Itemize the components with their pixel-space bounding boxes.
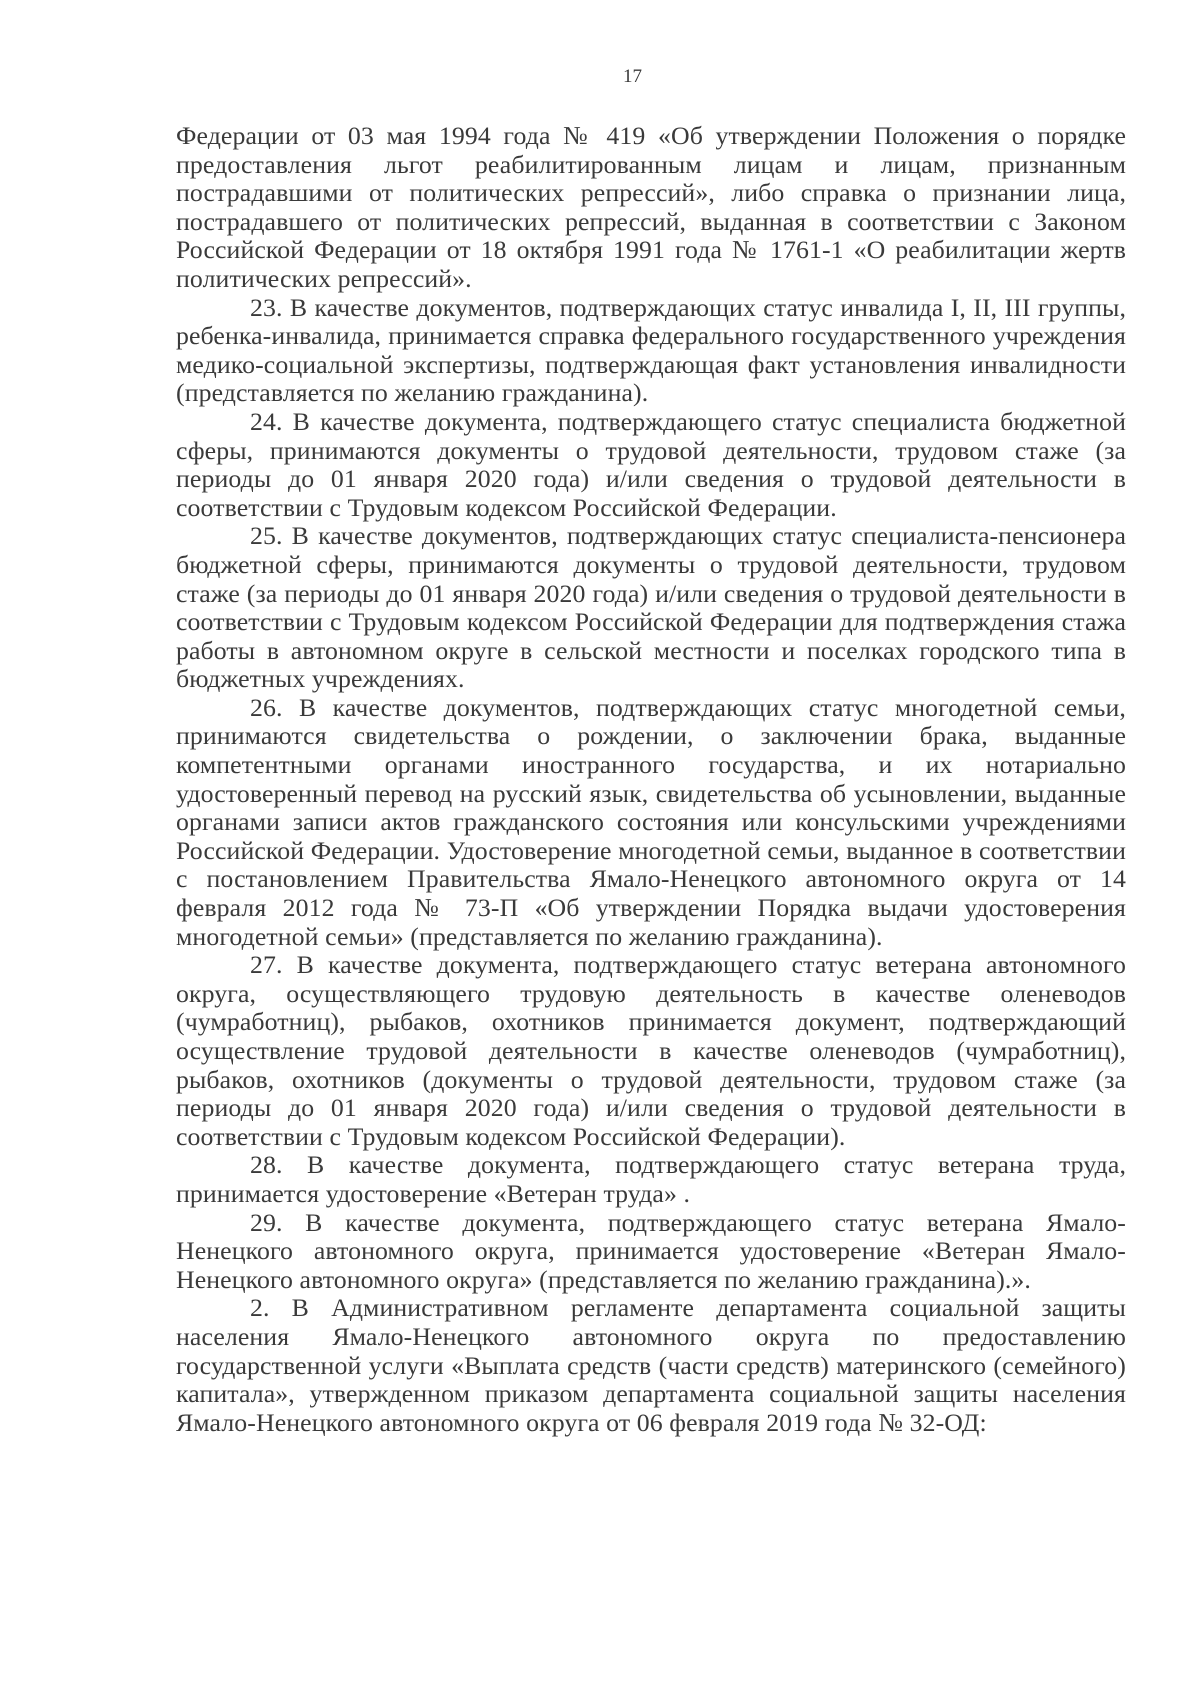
- paragraph-24: 24. В качестве документа, подтверждающего статус специалиста бюджетной сферы, принимаются документы о трудовой деятельности, трудовом стаже (за периоды до 01 января 2020 года) и/или сведения о трудовой деятельности в соответствии с Трудовым кодексом Российской Федерации.: [176, 406, 1126, 522]
- paragraph-continuation: Федерации от 03 мая 1994 года № 419 «Об утверждении Положения о порядке предоставления льгот реабилитированным лицам и лицам, признанным пострадавшими от политических репрессий», либо справка о признании лица, пострадавшего от политических репрессий, выданная в соответствии с Законом Российской Федерации от 18 октября 1991 года № 1761-1 «О реабилитации жертв политических репрессий».: [176, 121, 1126, 293]
- document-body: [176, 122, 1126, 1437]
- paragraph-item-2: 2. В Административном регламенте департамента социальной защиты населения Ямало-Ненецкого автономного округа по предоставлению государственной услуги «Выплата средств (части средств) материнского (семейного) капитала», утвержденном приказом департамента социальной защиты населения Ямало-Ненецкого автономного округа от 06 февраля 2019 года № 32-ОД:: [176, 1293, 1126, 1437]
- paragraph-25: 25. В качестве документов, подтверждающих статус специалиста-пенсионера бюджетной сферы, принимаются документы о трудовой деятельности, трудовом стаже (за периоды до 01 января 2020 года) и/или сведения о трудовой деятельности в соответствии с Трудовым кодексом Российской Федерации для подтверждения стажа работы в автономном округе в сельской местности и поселках городского типа в бюджетных учреждениях.: [176, 521, 1126, 694]
- paragraph-27: 27. В качестве документа, подтверждающего статус ветерана автономного округа, осуществляющего трудовую деятельность в качестве оленеводов (чумработниц), рыбаков, охотников принимается документ, подтверждающий осуществление трудовой деятельности в качестве оленеводов (чумработниц), рыбаков, охотников (документы о трудовой деятельности, трудовом стаже (за периоды до 01 января 2020 года) и/или сведения о трудовой деятельности в соответствии с Трудовым кодексом Российской Федерации).: [176, 950, 1126, 1151]
- paragraph-23: 23. В качестве документов, подтверждающих статус инвалида I, II, III группы, ребенка-инвалида, принимается справка федерального государственного учреждения медико-социальной экспертизы, подтверждающая факт установления инвалидности (представляется по желанию гражданина).: [176, 292, 1126, 408]
- paragraph-28: 28. В качестве документа, подтверждающего статус ветерана труда, принимается удостоверение «Ветеран труда» .: [176, 1150, 1126, 1208]
- page-number: 17: [623, 66, 642, 87]
- paragraph-26: 26. В качестве документов, подтверждающих статус многодетной семьи, принимаются свидетельства о рождении, о заключении брака, выданные компетентными органами иностранного государства, и их нотариально удостоверенный перевод на русский язык, свидетельства об усыновлении, выданные органами записи актов гражданского состояния или консульскими учреждениями Российской Федерации. Удостоверение многодетной семьи, выданное в соответствии с постановлением Правительства Ямало-Ненецкого автономного округа от 14 февраля 2012 года № 73-П «Об утверждении Порядка выдачи удостоверения многодетной семьи» (представляется по желанию гражданина).: [176, 692, 1126, 951]
- paragraph-29: 29. В качестве документа, подтверждающего статус ветерана Ямало-Ненецкого автономного округа, принимается удостоверение «Ветеран Ямало-Ненецкого автономного округа» (представляется по желанию гражданина).».: [176, 1207, 1126, 1294]
